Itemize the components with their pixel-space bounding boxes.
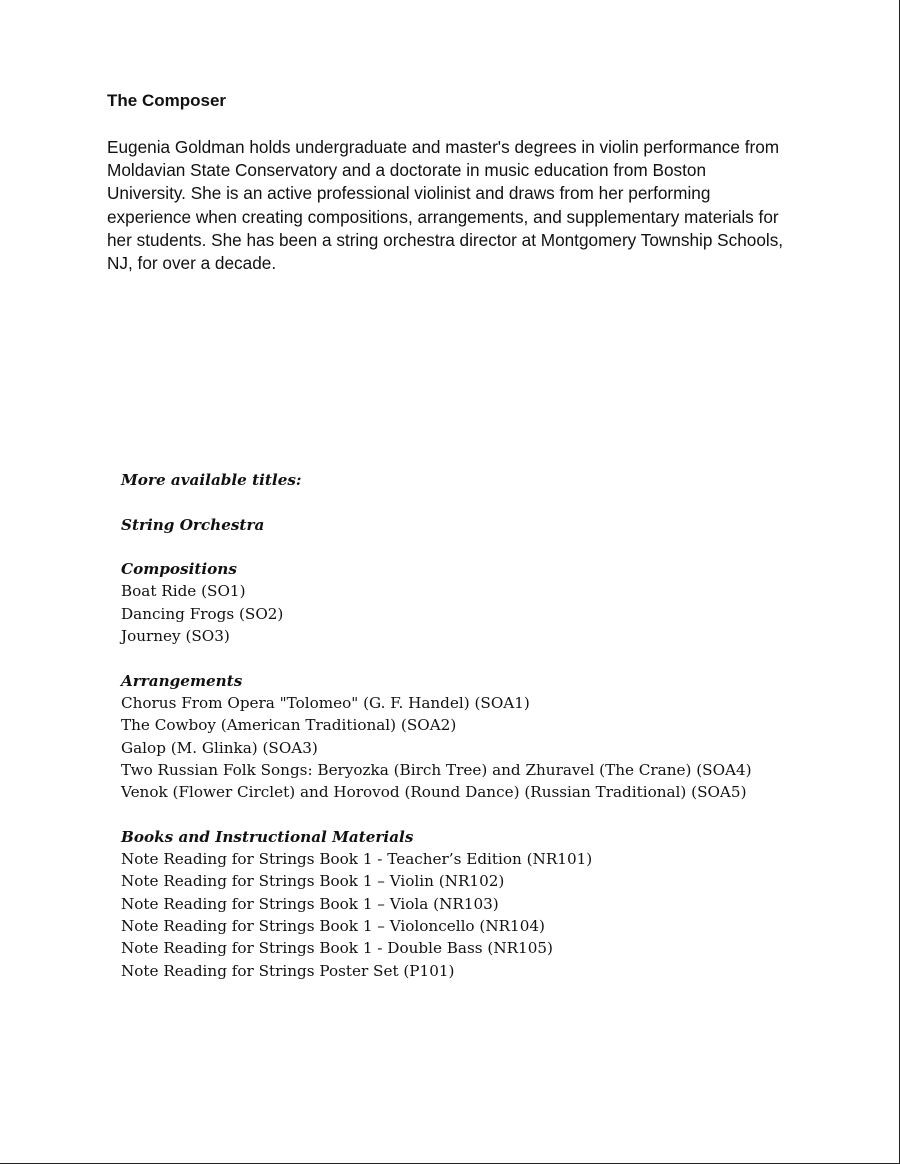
list-item: Chorus From Opera "Tolomeo" (G. F. Handel) (SOA1) — [121, 693, 530, 712]
list-item: Boat Ride (SO1) — [121, 582, 246, 601]
composer-bio: Eugenia Goldman holds undergraduate and master's degrees in violin performance from Moldavian State Conservatory and a doctorate in music education from Boston University. She is an active professional violinist and draws from her performing experience when creating compositions, arrangements, and supplementary materials for her students. She has been a string orchestra director at Montgomery Township Schools, NJ, for over a decade. — [107, 137, 784, 274]
available-titles-section — [121, 469, 821, 982]
list-item: Galop (M. Glinka) (SOA3) — [121, 738, 318, 757]
list-item: Dancing Frogs (SO2) — [121, 604, 284, 623]
list-item: Note Reading for Strings Book 1 – Violin (NR102) — [121, 872, 505, 891]
list-item: Two Russian Folk Songs: Beryozka (Birch Tree) and Zhuravel (The Crane) (SOA4) — [121, 760, 752, 779]
list-item: Note Reading for Strings Book 1 – Violoncello (NR104) — [121, 916, 545, 935]
compositions-heading: Compositions — [121, 560, 237, 579]
spacer — [121, 491, 821, 513]
arrangements-list — [121, 692, 821, 803]
list-item: Note Reading for Strings Book 1 - Double Bass (NR105) — [121, 939, 553, 958]
arrangements-heading: Arrangements — [121, 671, 243, 690]
spacer — [121, 647, 821, 669]
list-item: Venok (Flower Circlet) and Horovod (Round Dance) (Russian Traditional) (SOA5) — [121, 783, 747, 802]
category-heading: String Orchestra — [121, 515, 265, 534]
spacer — [121, 803, 821, 825]
compositions-list — [121, 580, 821, 647]
books-list — [121, 848, 821, 982]
list-item: Note Reading for Strings Book 1 - Teacher’s Edition (NR101) — [121, 850, 593, 869]
composer-heading: The Composer — [107, 91, 227, 110]
list-item: Note Reading for Strings Book 1 – Viola (NR103) — [121, 894, 499, 913]
books-heading: Books and Instructional Materials — [121, 827, 414, 846]
spacer — [121, 536, 821, 558]
list-item: Note Reading for Strings Poster Set (P101) — [121, 961, 455, 980]
list-item: Journey (SO3) — [121, 627, 230, 646]
available-titles-heading: More available titles: — [121, 471, 302, 489]
list-item: The Cowboy (American Traditional) (SOA2) — [121, 716, 457, 735]
composer-section — [107, 90, 807, 275]
